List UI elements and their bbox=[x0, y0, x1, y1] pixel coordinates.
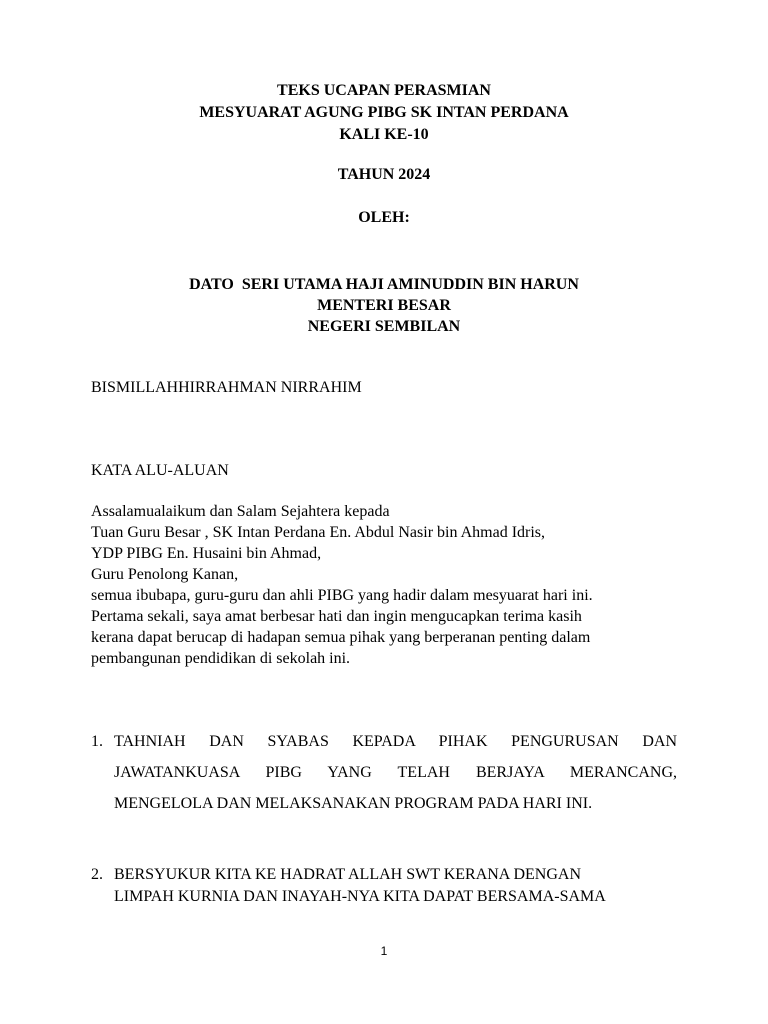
list-item-line: MENGELOLA DAN MELAKSANAKAN PROGRAM PADA HARI INI. bbox=[114, 795, 593, 812]
title-line-2: MESYUARAT AGUNG PIBG SK INTAN PERDANA bbox=[199, 104, 569, 121]
section-title: KATA ALU-ALUAN bbox=[91, 462, 229, 479]
greeting-line: Pertama sekali, saya amat berbesar hati dan ingin mengucapkan terima kasih bbox=[91, 608, 582, 625]
speaker-title: MENTERI BESAR bbox=[317, 297, 451, 314]
greeting-line: semua ibubapa, guru-guru dan ahli PIBG yang hadir dalam mesyuarat hari ini. bbox=[91, 587, 593, 604]
list-item-line: LIMPAH KURNIA DAN INAYAH-NYA KITA DAPAT BERSAMA-SAMA bbox=[114, 888, 606, 905]
list-item-number: 1. bbox=[91, 733, 103, 750]
title-line-1: TEKS UCAPAN PERASMIAN bbox=[277, 82, 491, 99]
list-item-line: TAHNIAH DAN SYABAS KEPADA PIHAK PENGURUSAN DAN bbox=[114, 733, 677, 750]
list-item-number: 2. bbox=[91, 866, 103, 883]
list-item-line: JAWATANKUASA PIBG YANG TELAH BERJAYA MERANCANG, bbox=[114, 764, 677, 781]
greeting-line: pembangunan pendidikan di sekolah ini. bbox=[91, 650, 351, 667]
greeting-line: Tuan Guru Besar , SK Intan Perdana En. Abdul Nasir bin Ahmad Idris, bbox=[91, 524, 546, 541]
title-line-3: KALI KE-10 bbox=[339, 126, 429, 143]
greeting-line: Guru Penolong Kanan, bbox=[91, 566, 239, 583]
by-heading: OLEH: bbox=[358, 209, 410, 226]
greeting-line: YDP PIBG En. Husaini bin Ahmad, bbox=[91, 545, 322, 562]
page-number: 1 bbox=[380, 944, 388, 958]
speaker-state: NEGERI SEMBILAN bbox=[307, 318, 461, 335]
speaker-name: DATO SERI UTAMA HAJI AMINUDDIN BIN HARUN bbox=[189, 276, 579, 293]
list-item bbox=[91, 866, 677, 910]
list-item bbox=[91, 733, 677, 823]
year-heading: TAHUN 2024 bbox=[337, 166, 431, 183]
greeting-line: kerana dapat berucap di hadapan semua pihak yang berperanan penting dalam bbox=[91, 629, 591, 646]
opening-line: BISMILLAHHIRRAHMAN NIRRAHIM bbox=[91, 379, 362, 396]
list-item-line: BERSYUKUR KITA KE HADRAT ALLAH SWT KERANA DENGAN bbox=[114, 866, 582, 883]
greeting-line: Assalamualaikum dan Salam Sejahtera kepada bbox=[91, 503, 390, 520]
